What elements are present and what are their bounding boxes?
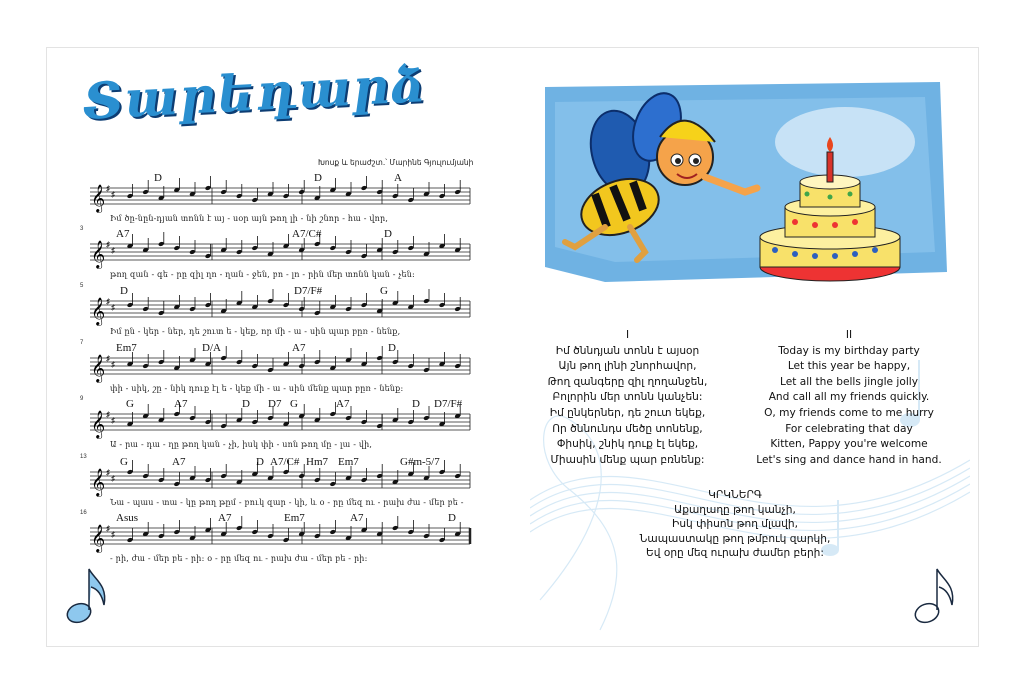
lyric-line: փի - սիկ, շը - նիկ դուք էլ ե - կեք մի - ա - սին մենք պար բըռ - նենք: [110,384,404,393]
verse-line: Թող զանգերը զիլ ղողանջեն, [547,375,708,388]
chorus-line: Իսկ փիսոն թող մլավի, [672,518,798,531]
lyric-line: թող զան - գե - րը զիլ ղո - ղան - ջեն, բո - լո - րին մեր տոնն կան - չեն: [110,270,415,279]
chord-symbol: D [242,398,250,410]
sharp-icon: ♯ [106,297,110,306]
chord-symbol: Hm7 [306,456,328,468]
sharp-icon: ♯ [111,530,115,539]
measure-number: 9 [80,396,84,402]
chord-symbol: A7 [172,456,186,468]
measure-number: 7 [80,340,84,346]
verse-heading: II [845,329,853,341]
chord-symbol: Asus [116,512,139,524]
sharp-icon: ♯ [106,184,110,193]
music-system [82,228,472,280]
chord-symbol: D7/F# [294,285,323,297]
verse-line: Փիսիկ, շնիկ դուք էլ եկեք, [556,438,699,451]
chord-symbol: A7/C# [270,456,300,468]
treble-clef-icon: 𝄞 [91,354,106,382]
verse-line: Let all the bells jingle jolly [779,375,918,388]
verse-line: Միասին մենք պար բռնենք: [550,453,705,466]
chorus-heading: ԿՐԿՆԵՐԳ [708,489,762,501]
sharp-icon: ♯ [106,524,110,533]
chorus-line: Եվ օրը մեզ ուրախ ժամեր բերի: [646,547,824,560]
verse-line: Իմ ընկերներ, դե շուտ եկեք, [549,406,706,419]
verse-armenian [545,328,710,468]
treble-clef-icon: 𝄞 [91,468,106,496]
lyric-line: Իմ ծը-նըն-դյան տոնն է այ - սօր այն թող լի - նի շնոր - հա - վոր, [110,214,389,223]
sharp-icon: ♯ [111,474,115,483]
chord-symbol: D [120,285,128,297]
chord-symbol: D [384,228,392,240]
treble-clef-icon: 𝄞 [91,297,106,325]
verse-line: Որ ծննունդս մեծը տոնենք, [552,422,703,435]
measure-number: 5 [80,283,84,289]
music-system [82,342,472,394]
chord-symbol: G [120,456,128,468]
chord-symbol: A7 [292,342,306,354]
chord-symbol: A7/C# [292,228,322,240]
chord-symbol: A7 [116,228,130,240]
verse-line: Let's sing and dance hand in hand. [756,453,942,466]
chord-symbol: G [380,285,388,297]
measure-number: 13 [80,454,87,460]
music-note-icon [910,565,958,627]
sharp-icon: ♯ [106,354,110,363]
music-system [82,512,472,564]
verse-line: Let this year be happy, [787,360,911,373]
sharp-icon: ♯ [106,240,110,249]
sharp-icon: ♯ [111,190,115,199]
chorus-line: Աքաղաղը թող կանչի, [674,503,796,516]
music-note-icon [64,565,112,627]
verse-english [748,328,950,468]
sharp-icon: ♯ [106,468,110,477]
chord-symbol: D [256,456,264,468]
chord-symbol: G [126,398,134,410]
lyric-line: Ա - րա - դա - ղը թող կան - չի, իսկ փի - սոն թող մը - լա - վի, [110,440,373,449]
song-title: Տարեդարձ [80,54,429,131]
chord-symbol: G [290,398,298,410]
chord-symbol: D [448,512,456,524]
chord-symbol: A7 [350,512,364,524]
bee-and-cake-illustration [545,82,950,292]
chorus [610,488,860,561]
verse-line: O, my friends come to me hurry [764,406,934,419]
chord-symbol: Em7 [116,342,137,354]
lyric-line: Իմ ըն - կեր - ներ, դե շուտ ե - կեք, որ մի - ա - սին պար բըռ - նենք, [110,327,401,336]
music-system [82,285,472,337]
verse-line: Today is my birthday party [778,344,920,357]
music-system [82,456,472,508]
treble-clef-icon: 𝄞 [91,410,106,438]
lyric-line: - րի, ժա - մեր բե - րի: օ - րը մեզ ու - րախ ժա - մեր բե - րի: [110,554,368,563]
song-credit: Խոսք և երաժշտ.՝ Մարինե Գյուլումյանի [318,158,474,167]
measure-number: 3 [80,226,84,232]
sharp-icon: ♯ [111,416,115,425]
chord-symbol: D7 [268,398,282,410]
chord-symbol: A7 [218,512,232,524]
verse-line: Այն թող լինի շնորհավոր, [558,360,697,373]
sharp-icon: ♯ [111,360,115,369]
treble-clef-icon: 𝄞 [91,184,106,212]
verse-heading: I [625,329,630,341]
chord-symbol: D7/F# [434,398,463,410]
music-system [82,398,472,450]
verse-line: For celebrating that day [785,422,913,435]
chord-symbol: Em7 [338,456,359,468]
sharp-icon: ♯ [106,410,110,419]
music-system [82,172,472,224]
chord-symbol: D [412,398,420,410]
treble-clef-icon: 𝄞 [91,240,106,268]
sharp-icon: ♯ [111,246,115,255]
chord-symbol: D [388,342,396,354]
verse-line: Իմ ծննդյան տոնն է այսօր [555,344,700,357]
chord-symbol: D/A [202,342,221,354]
chord-symbol: D [154,172,162,184]
chord-symbol: Em7 [284,512,305,524]
chord-symbol: D [314,172,322,184]
verse-line: And call all my friends quickly. [768,391,930,404]
chord-symbol: G#m-5/7 [400,456,440,468]
verse-line: Kitten, Pappy you're welcome [770,438,928,451]
chord-symbol: A7 [336,398,350,410]
chord-symbol: A7 [174,398,188,410]
sharp-icon: ♯ [111,303,115,312]
lyric-line: Նա - պաս - տա - կը թող թըմ - բուկ զար - կի, և օ - րը մեզ ու - րախ ժա - մեր բե - [110,498,464,507]
chorus-line: Նապաստակը թող թմբուկ զարկի, [639,532,831,545]
treble-clef-icon: 𝄞 [91,524,106,552]
measure-number: 16 [80,510,87,516]
chord-symbol: A [394,172,402,184]
verse-line: Բոլորին մեր տոնն կանչեն: [552,391,703,404]
